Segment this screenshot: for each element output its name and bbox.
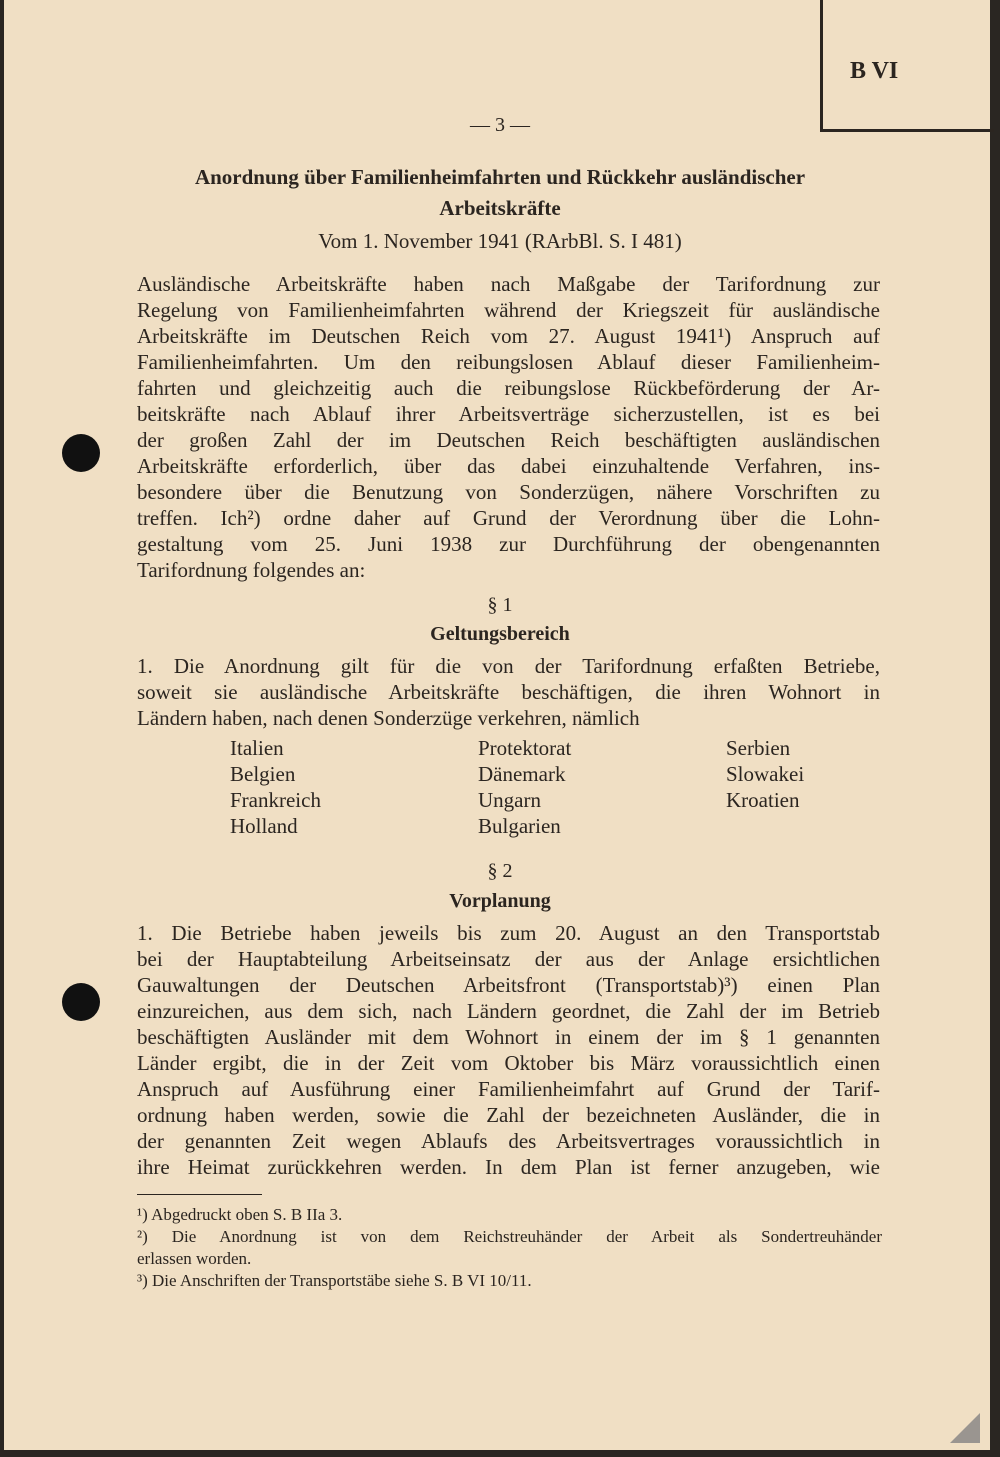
text-line: Ausländische Arbeitskräfte haben nach Maßgabe der Tarifordnung zur [137, 272, 880, 296]
text-line: Arbeitskräfte erforderlich, über das dabei einzuhaltende Verfahren, ins- [137, 454, 880, 478]
country-item: Slowakei [726, 762, 805, 786]
section1-paragraph [137, 653, 880, 731]
country-item: Dänemark [478, 762, 566, 786]
text-line: Anspruch auf Ausführung einer Familienheimfahrt auf Grund der Tarif- [137, 1077, 880, 1101]
document-title [0, 162, 1000, 224]
text-line: bei der Hauptabteilung Arbeitseinsatz der aus der Anlage ersichtlichen [137, 947, 880, 971]
punch-hole [62, 983, 100, 1021]
text-line: soweit sie ausländische Arbeitskräfte beschäftigen, die ihren Wohnort in [137, 680, 880, 704]
country-item: Belgien [230, 762, 296, 786]
section-number: § 1 [487, 594, 513, 616]
footnote: ²) Die Anordnung ist von dem Reichstreuhänder der Arbeit als Sondertreuhänder [137, 1227, 882, 1246]
title-line: Arbeitskräfte [439, 196, 561, 220]
section-heading: Vorplanung [449, 890, 551, 912]
country-item: Protektorat [478, 736, 572, 760]
footnotes [137, 1204, 882, 1292]
text-line: Gauwaltungen der Deutschen Arbeitsfront (Transportstab)³) einen Plan [137, 973, 880, 997]
section-code: B VI [850, 58, 899, 84]
document-date: Vom 1. November 1941 (RArbBl. S. I 481) [318, 229, 682, 253]
intro-paragraph [137, 271, 880, 583]
text-line: ordnung haben werden, sowie die Zahl der bezeichneten Ausländer, die in [137, 1103, 880, 1127]
page-number: — 3 — [470, 114, 530, 136]
country-item: Serbien [726, 736, 791, 760]
footnote-divider [137, 1194, 262, 1195]
text-line: Arbeitskräfte im Deutschen Reich vom 27. August 1941¹) Anspruch auf [137, 324, 880, 348]
country-item: Bulgarien [478, 814, 561, 838]
page-corner [950, 1413, 980, 1443]
footnote: ¹) Abgedruckt oben S. B IIa 3. [137, 1205, 343, 1224]
section2-paragraph [137, 920, 880, 1180]
text-line: beschäftigten Ausländer mit dem Wohnort in einem der im § 1 genannten [137, 1025, 880, 1049]
text-line: treffen. Ich²) ordne daher auf Grund der Verordnung über die Lohn- [137, 506, 880, 530]
text-line: 1. Die Betriebe haben jeweils bis zum 20. August an den Transportstab [137, 921, 880, 945]
text-line: besondere über die Benutzung von Sonderzügen, nähere Vorschriften zu [137, 480, 880, 504]
text-line: einzureichen, aus dem sich, nach Ländern geordnet, die Zahl der im Betrieb [137, 999, 880, 1023]
text-line: der großen Zahl der im Deutschen Reich beschäftigten ausländischen [137, 428, 880, 452]
text-line: Tarifordnung folgendes an: [137, 558, 366, 582]
text-line: gestaltung vom 25. Juni 1938 zur Durchführung der obengenannten [137, 532, 880, 556]
country-column [478, 735, 726, 839]
text-line: Ländern haben, nach denen Sonderzüge verkehren, nämlich [137, 706, 640, 730]
country-item: Italien [230, 736, 284, 760]
country-item: Ungarn [478, 788, 541, 812]
text-line: beitskräfte nach Ablauf ihrer Arbeitsverträge sicherzustellen, ist es bei [137, 402, 880, 426]
country-column [726, 735, 974, 839]
text-line: Familienheimfahrten. Um den reibungslosen Ablauf dieser Familienheim- [137, 350, 880, 374]
text-line: der genannten Zeit wegen Ablaufs des Arbeitsvertrages voraussichtlich in [137, 1129, 880, 1153]
text-line: 1. Die Anordnung gilt für die von der Tarifordnung erfaßten Betriebe, [137, 654, 880, 678]
text-line: fahrten und gleichzeitig auch die reibungslose Rückbeförderung der Ar- [137, 376, 880, 400]
country-item: Kroatien [726, 788, 800, 812]
punch-hole [62, 434, 100, 472]
section-number: § 2 [487, 860, 513, 882]
title-line: Anordnung über Familienheimfahrten und Rückkehr ausländischer [194, 165, 806, 189]
section-heading: Geltungsbereich [430, 623, 570, 645]
text-line: Länder ergibt, die in der Zeit vom Oktober bis März voraussichtlich einen [137, 1051, 880, 1075]
country-list [230, 735, 974, 839]
footnote: erlassen worden. [137, 1249, 252, 1268]
footnote: ³) Die Anschriften der Transportstäbe siehe S. B VI 10/11. [137, 1271, 532, 1290]
country-item: Holland [230, 814, 298, 838]
header-box-border [820, 0, 823, 132]
text-line: ihre Heimat zurückkehren werden. In dem Plan ist ferner anzugeben, wie [137, 1155, 880, 1179]
country-column [230, 735, 478, 839]
country-item: Frankreich [230, 788, 321, 812]
text-line: Regelung von Familienheimfahrten während der Kriegszeit für ausländische [137, 298, 880, 322]
